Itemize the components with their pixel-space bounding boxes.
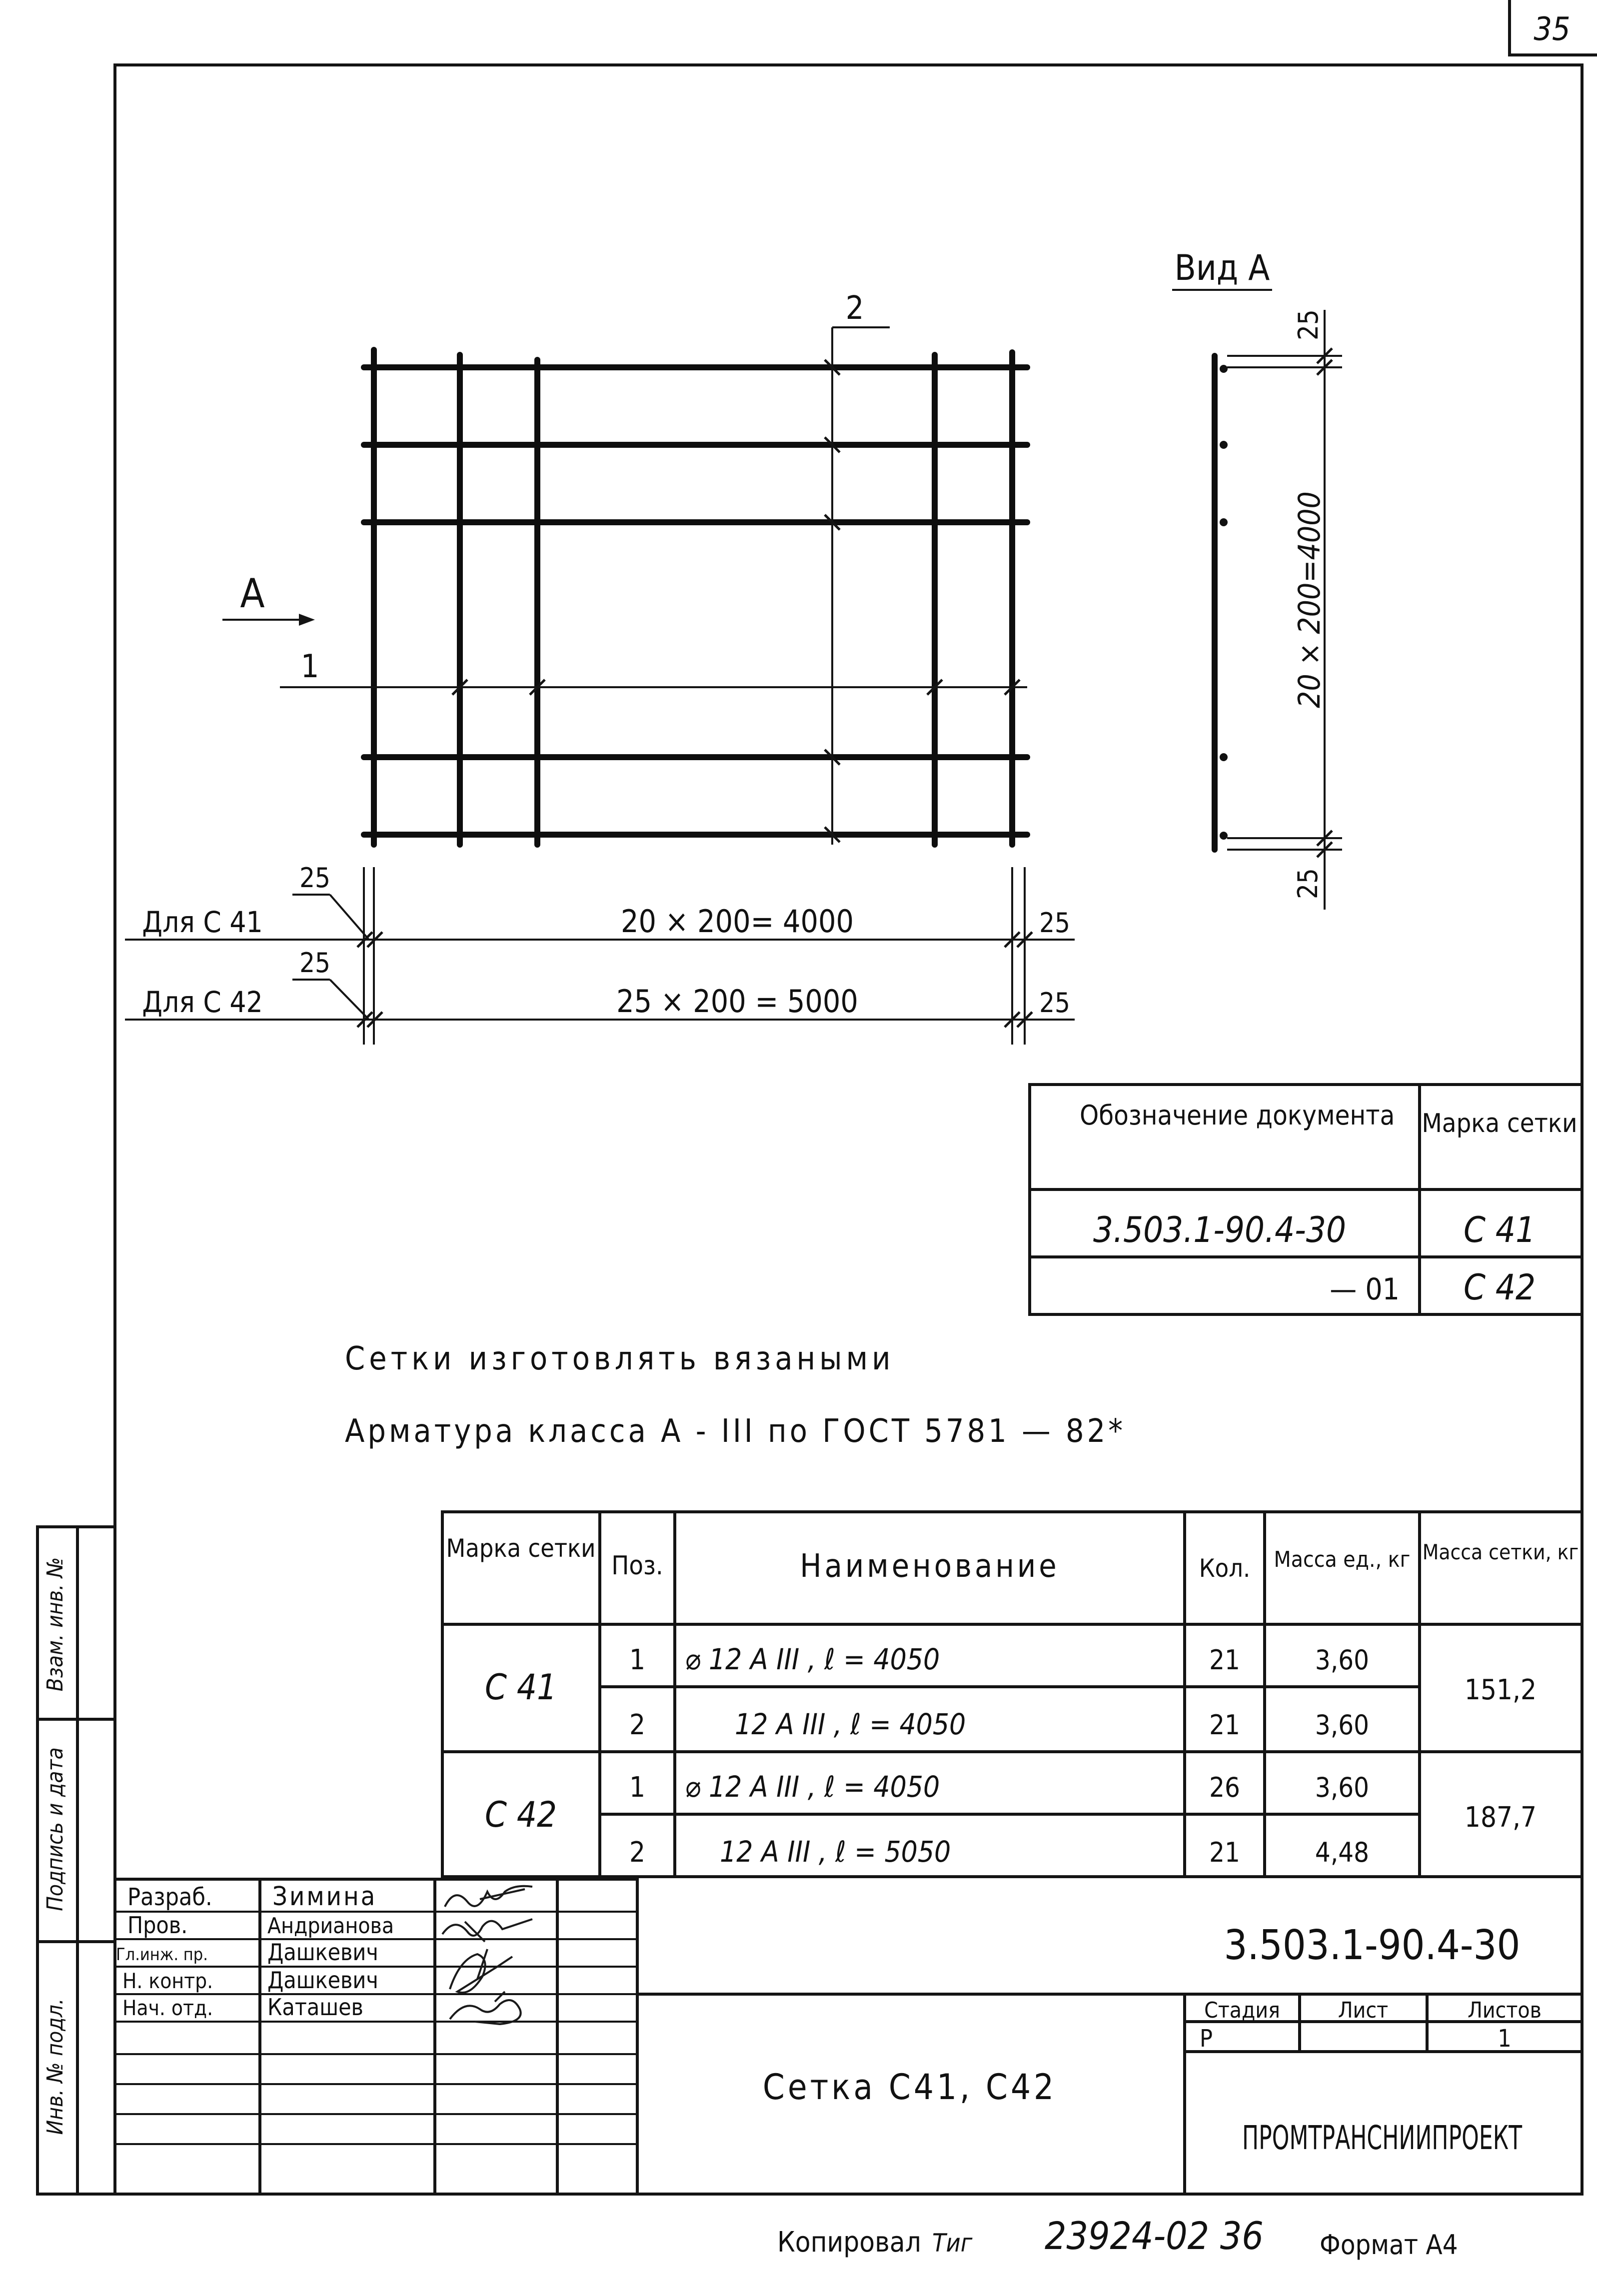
arrow-head-icon xyxy=(299,614,315,626)
dim-row-label: Для С 41 xyxy=(142,905,263,939)
row-qty: 26 xyxy=(1209,1772,1240,1803)
spec-table xyxy=(442,1512,1582,1877)
row-pos: 1 xyxy=(629,1644,646,1676)
sheet-title: Сетка С41, С42 xyxy=(762,2067,1057,2108)
view-dim-bottom: 25 xyxy=(1292,868,1324,899)
person-role: Разраб. xyxy=(127,1883,212,1911)
row-name: 12 А III , ℓ = 5050 xyxy=(720,1835,951,1869)
view-a xyxy=(1172,247,1342,910)
copied-label: Копировал xyxy=(777,2226,921,2259)
designation-header: Обозначение документа xyxy=(1080,1100,1395,1131)
mesh-plan xyxy=(222,290,1027,845)
row-name: ⌀ 12 А III , ℓ = 4050 xyxy=(685,1770,940,1804)
note-line: Арматура класса А - III по ГОСТ 5781 — 82* xyxy=(345,1413,1126,1450)
signatures xyxy=(442,1886,532,2024)
callout-pos-2: 2 xyxy=(845,290,864,327)
copied-sign: Тиг xyxy=(932,2229,973,2258)
person-role: Нач. отд. xyxy=(122,1996,213,2020)
callout-pos-1: 1 xyxy=(300,648,319,685)
dim-row-label: Для С 42 xyxy=(142,985,263,1019)
header-total-mass: Масса сетки, кг xyxy=(1422,1540,1579,1564)
stamp-label: Взам. инв. № xyxy=(42,1557,68,1692)
row-pos: 1 xyxy=(629,1771,646,1804)
sheet-label: Лист xyxy=(1338,1998,1389,2023)
mark-value: С 41 xyxy=(1463,1209,1536,1250)
person-name: Дашкевич xyxy=(267,1939,378,1966)
group-mark: С 42 xyxy=(484,1794,557,1835)
mark-value: С 42 xyxy=(1463,1267,1536,1308)
view-dim-main: 20 × 200=4000 xyxy=(1292,491,1327,708)
side-stamp xyxy=(37,1527,115,2194)
format-label: Формат А4 xyxy=(1320,2229,1458,2261)
row-name: 12 А III , ℓ = 4050 xyxy=(735,1707,966,1741)
view-title: Вид А xyxy=(1174,247,1270,288)
row-mass: 4,48 xyxy=(1315,1837,1370,1868)
group-total-mass: 151,2 xyxy=(1464,1674,1537,1706)
group-total-mass: 187,7 xyxy=(1464,1801,1537,1834)
doc-code: 3.503.1-90.4-30 xyxy=(1224,1922,1521,1969)
sheet-number: 35 xyxy=(1534,11,1571,48)
stamp-label: Инв. № подл. xyxy=(42,1998,68,2135)
person-role: Гл.инж. пр. xyxy=(116,1945,208,1965)
person-name: Зимина xyxy=(272,1882,377,1912)
header-name: Наименование xyxy=(800,1548,1060,1585)
header-qty: Кол. xyxy=(1199,1554,1251,1583)
sheets-value: 1 xyxy=(1498,2025,1512,2053)
sheet-number-box xyxy=(1510,0,1597,55)
dim-right-value: 25 xyxy=(1039,987,1070,1019)
section-arrow-label: А xyxy=(240,570,265,617)
dim-right-value: 25 xyxy=(1039,907,1070,939)
stamp-label: Подпись и дата xyxy=(42,1747,68,1911)
row-mass: 3,60 xyxy=(1315,1772,1370,1803)
notes xyxy=(345,1340,1126,1450)
row-name: ⌀ 12 А III , ℓ = 4050 xyxy=(685,1642,940,1676)
footer xyxy=(777,2214,1458,2261)
person-name: Каташев xyxy=(267,1994,363,2021)
group-mark: С 41 xyxy=(484,1667,557,1708)
person-name: Андрианова xyxy=(267,1913,394,1939)
designation-value: — 01 xyxy=(1330,1272,1400,1307)
dim-left-value: 25 xyxy=(299,862,330,894)
dim-main-value: 25 × 200 = 5000 xyxy=(616,983,858,1020)
organization: ПРОМТРАНСНИИПРОЕКТ xyxy=(1242,2119,1523,2157)
row-qty: 21 xyxy=(1209,1837,1240,1868)
header-unit-mass: Масса ед., кг xyxy=(1274,1547,1411,1572)
sheets-label: Листов xyxy=(1468,1998,1542,2023)
stage-label: Стадия xyxy=(1204,1998,1280,2023)
header-pos: Поз. xyxy=(611,1551,663,1581)
person-name: Дашкевич xyxy=(267,1967,378,1994)
person-role: Пров. xyxy=(127,1912,188,1939)
header-mark: Марка сетки xyxy=(446,1534,596,1563)
mark-header: Марка сетки xyxy=(1422,1109,1578,1139)
row-pos: 2 xyxy=(629,1709,646,1741)
row-pos: 2 xyxy=(629,1836,646,1869)
row-qty: 21 xyxy=(1209,1644,1240,1676)
dim-main-value: 20 × 200= 4000 xyxy=(621,903,854,940)
row-qty: 21 xyxy=(1209,1709,1240,1741)
order-number: 23924-02 36 xyxy=(1045,2214,1264,2258)
stage-value: Р xyxy=(1200,2025,1213,2053)
dim-left-value: 25 xyxy=(299,947,330,979)
person-role: Н. контр. xyxy=(122,1969,213,1993)
plan-dimensions xyxy=(125,862,1075,1045)
designation-table xyxy=(1030,1085,1582,1314)
title-block xyxy=(115,1879,1582,2194)
row-mass: 3,60 xyxy=(1315,1644,1370,1676)
note-line: Сетки изготовлять вязаными xyxy=(345,1340,895,1377)
view-dim-top: 25 xyxy=(1293,309,1324,340)
designation-value: 3.503.1-90.4-30 xyxy=(1093,1209,1347,1250)
row-mass: 3,60 xyxy=(1315,1709,1370,1741)
